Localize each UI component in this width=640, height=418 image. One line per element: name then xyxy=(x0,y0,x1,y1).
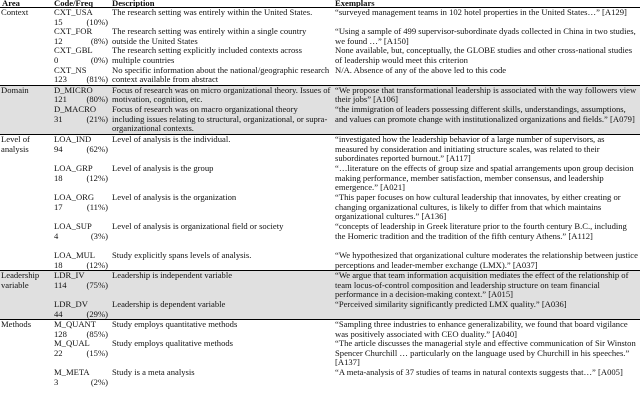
code-name: CXT_USA xyxy=(54,7,93,17)
area-label-level-of-analysis: Level of analysis xyxy=(0,134,52,270)
code-cell xyxy=(52,85,110,105)
description-cell: Level of analysis is organizational field or society xyxy=(112,221,284,231)
frequency-percent: (12%) xyxy=(86,172,108,183)
exemplar-cell: “The article discusses the managerial style and effective communication of Sir Winston Spencer Churchill … particularly on the language used by Churchill in his speeches.” [A137] xyxy=(335,339,636,368)
exemplar-cell: “A meta-analysis of 37 studies of teams in natural contexts suggests that…” [A005] xyxy=(335,368,623,378)
code-name: LOA_ORG xyxy=(54,192,95,202)
table-row xyxy=(0,66,640,86)
area-label-methods: Methods xyxy=(0,320,52,388)
frequency-count: 114 xyxy=(54,279,67,290)
table-row xyxy=(0,193,640,222)
code-cell xyxy=(52,271,110,300)
frequency-count: 18 xyxy=(54,259,63,270)
frequency-count: 12 xyxy=(54,35,63,46)
code-cell xyxy=(52,251,110,271)
table-row xyxy=(0,85,640,105)
code-name: LOA_GRP xyxy=(54,163,93,173)
description-cell: The research setting explicitly included contexts across multiple countries xyxy=(112,46,302,65)
description-cell: Study explicitly spans levels of analysis. xyxy=(112,250,252,260)
frequency-percent: (3%) xyxy=(90,230,108,241)
frequency-percent: (29%) xyxy=(86,308,108,319)
table-row xyxy=(0,339,640,368)
code-cell xyxy=(52,8,110,28)
code-name: CXT_GBL xyxy=(54,46,93,56)
exemplar-cell: “surveyed management teams in 102 hotel properties in the United States…” [A129] xyxy=(333,8,640,28)
area-label-leadership-variable: Leadership variable xyxy=(0,271,52,320)
code-cell xyxy=(52,320,110,340)
area-label-domain: Domain xyxy=(0,85,52,134)
description-cell: Study employs qualitative methods xyxy=(112,339,234,349)
frequency-percent: (10%) xyxy=(86,16,108,27)
table-row xyxy=(0,368,640,387)
frequency-count: 4 xyxy=(54,230,59,241)
frequency-percent: (80%) xyxy=(86,94,108,105)
frequency-percent: (12%) xyxy=(86,259,108,270)
code-cell xyxy=(52,300,110,320)
exemplar-cell: “concepts of leadership in Greek literature prior to the fourth century B.C., including the Homeric tradition and the tradition of the fifth century Athens.” [A112] xyxy=(335,221,627,241)
frequency-percent: (21%) xyxy=(86,113,108,124)
code-cell xyxy=(52,134,110,164)
code-name: M_QUANT xyxy=(54,319,97,330)
code-name: CXT_FOR xyxy=(54,27,93,37)
exemplar-cell: “Using a sample of 499 supervisor-subordinate dyads collected in China in two studies, we found …” [A150] xyxy=(335,27,636,46)
exemplar-cell: “Sampling three industries to enhance generalizability, we found that board vigilance was positively associated with CEO duality.” [A040] xyxy=(333,320,640,340)
frequency-percent: (81%) xyxy=(86,74,108,85)
frequency-count: 128 xyxy=(54,328,67,339)
code-cell xyxy=(52,222,110,251)
description-cell: Leadership is independent variable xyxy=(110,271,333,300)
code-name: LDR_IV xyxy=(54,270,85,281)
table-row xyxy=(0,222,640,251)
table-row xyxy=(0,46,640,65)
exemplar-cell: “…literature on the effects of group size and spatial arrangements upon group decision making performance, member satisfaction, member consensus, and leadership emergence.” [A021] xyxy=(335,163,634,193)
frequency-count: 94 xyxy=(54,143,63,154)
header-description: Description xyxy=(112,0,155,8)
table-row xyxy=(0,300,640,320)
code-cell xyxy=(52,164,110,193)
frequency-percent: (62%) xyxy=(86,143,108,154)
code-name: CXT_NS xyxy=(54,65,87,75)
code-name: M_QUAL xyxy=(54,339,90,349)
header-exemplars: Exemplars xyxy=(335,0,375,8)
code-cell xyxy=(52,27,110,46)
area-label-context: Context xyxy=(0,8,52,86)
table-row xyxy=(0,8,640,28)
code-name: LOA_IND xyxy=(54,134,92,144)
table-row xyxy=(0,271,640,300)
description-cell: Leadership is dependent variable xyxy=(110,300,333,320)
frequency-percent: (85%) xyxy=(86,328,108,339)
description-cell: Level of analysis is the group xyxy=(112,163,214,173)
frequency-percent: (75%) xyxy=(86,279,108,290)
table-row xyxy=(0,320,640,340)
exemplar-cell: “Perceived similarity significantly predicted LMX quality.” [A036] xyxy=(333,300,640,320)
table-row xyxy=(0,251,640,271)
frequency-count: 17 xyxy=(54,201,63,212)
code-name: D_MACRO xyxy=(54,104,97,114)
code-cell xyxy=(52,193,110,222)
code-cell xyxy=(52,66,110,86)
frequency-percent: (0%) xyxy=(90,54,108,65)
code-cell xyxy=(52,105,110,135)
description-cell: Focus of research was on micro organizational theory. Issues of motivation, cognition, etc. xyxy=(110,85,333,105)
code-name: M_META xyxy=(54,368,90,378)
exemplar-cell: “We propose that transformational leadership is associated with the way followers view their jobs” [A106] xyxy=(333,85,640,105)
header-code-freq: Code/Freq xyxy=(54,0,93,8)
code-cell xyxy=(52,46,110,65)
exemplar-cell: “This paper focuses on how cultural leadership that innovates, by either creating or changing organizational cultures, is likely to differ from that which maintains organizational cultures.” [A136] xyxy=(335,192,621,222)
code-name: LOA_MUL xyxy=(54,250,96,260)
exemplar-cell: N/A. Absence of any of the above led to this code xyxy=(335,65,507,75)
frequency-count: 18 xyxy=(54,172,63,183)
frequency-percent: (8%) xyxy=(90,35,108,46)
description-cell: Study employs quantitative methods xyxy=(110,320,333,340)
frequency-percent: (15%) xyxy=(86,347,108,358)
table-row xyxy=(0,27,640,46)
header-area: Area xyxy=(2,0,20,8)
description-cell: No specific information about the national/geographic research context available from abstract xyxy=(112,65,330,85)
frequency-count: 3 xyxy=(54,376,59,387)
frequency-count: 44 xyxy=(54,308,63,319)
exemplar-cell: “We hypothesized that organizational culture moderates the relationship between justice perceptions and leader-member exchange (LMX).” [A037] xyxy=(335,250,638,270)
description-cell: Focus of research was on macro organizational theory including issues relating to structural, organizational, or supra-organizational contexts. xyxy=(110,105,333,135)
exemplar-cell: “the immigration of leaders possessing different skills, understandings, assumptions, and values can promote change with institutionalized organizations and fields.” [A079] xyxy=(333,105,640,135)
table-row xyxy=(0,105,640,135)
code-name: D_MICRO xyxy=(54,85,93,95)
header-row xyxy=(0,0,640,8)
description-cell: Level of analysis is the organization xyxy=(112,192,237,202)
frequency-percent: (11%) xyxy=(86,201,108,212)
exemplar-cell: None available, but, conceptually, the GLOBE studies and other cross-national studies of leadership would meet this criterion xyxy=(335,46,633,65)
frequency-count: 31 xyxy=(54,113,63,124)
description-cell: Level of analysis is the individual. xyxy=(110,134,333,164)
description-cell: The research setting was entirely within a single country outside the United States xyxy=(112,27,307,46)
frequency-count: 121 xyxy=(54,94,67,105)
table-row xyxy=(0,164,640,193)
code-name: LDR_DV xyxy=(54,299,88,309)
frequency-count: 0 xyxy=(54,54,59,65)
frequency-count: 123 xyxy=(54,74,67,85)
code-name: LOA_SUP xyxy=(54,221,92,231)
exemplar-cell: “We argue that team information acquisition mediates the effect of the relationship of team locus-of-control composition and leadership structure on team financial performance in a decision-making context.” [A015] xyxy=(333,271,640,300)
description-cell: The research setting was entirely within the United States. xyxy=(110,8,333,28)
frequency-percent: (2%) xyxy=(90,376,108,387)
exemplar-cell: “investigated how the leadership behavior of a large number of supervisors, as measured by consideration and initiating structure scales, was related to their subordinates reported burnout.” [A117] xyxy=(333,134,640,164)
frequency-count: 15 xyxy=(54,16,63,27)
frequency-count: 22 xyxy=(54,347,63,358)
description-cell: Study is a meta analysis xyxy=(112,368,195,378)
code-cell xyxy=(52,339,110,368)
code-cell xyxy=(52,368,110,387)
table-row xyxy=(0,134,640,164)
